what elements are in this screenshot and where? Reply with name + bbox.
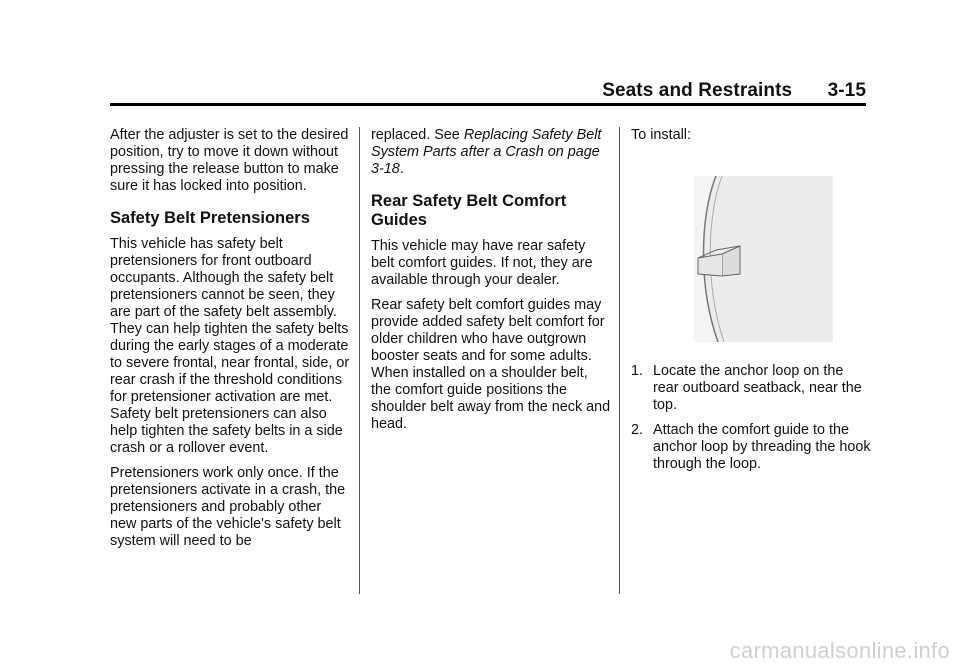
replaced-end: . <box>399 161 404 177</box>
cross-reference-link[interactable]: Replacing Safety Belt System Parts after a Crash on page 3-18 <box>371 127 602 177</box>
paragraph-comfort-benefits: Rear safety belt comfort guides may provide added safety belt comfort for older children who have outgrown booster seats and for some adults. When installed on a shoulder belt, the comfort guide positions the shoulder belt away from the neck and head. <box>371 297 611 432</box>
paragraph-replaced <box>371 127 611 178</box>
paragraph-adjuster: After the adjuster is set to the desired position, try to move it down without pressing the release button to make sure it has locked into position. <box>110 127 349 194</box>
paragraph-comfort-availability: This vehicle may have rear safety belt comfort guides. If not, they are available through your dealer. <box>371 238 593 288</box>
step-text: Attach the comfort guide to the anchor loop by threading the hook through the loop. <box>653 422 871 472</box>
replaced-lead: replaced. See <box>371 127 464 143</box>
page-number: 3-15 <box>827 80 866 101</box>
step-number: 1. <box>631 363 644 379</box>
column-divider-2 <box>619 127 620 594</box>
page-header <box>602 80 866 102</box>
step-text: Locate the anchor loop on the rear outboard seatback, near the top. <box>653 363 862 413</box>
column-1 <box>110 127 350 558</box>
seatback-anchor-loop-illustration <box>694 176 833 342</box>
column-divider-1 <box>359 127 360 594</box>
column-2 <box>371 127 611 441</box>
install-steps <box>631 363 871 481</box>
heading-comfort-guides: Rear Safety Belt Comfort Guides <box>371 192 567 229</box>
heading-pretensioners: Safety Belt Pretensioners <box>110 209 310 227</box>
list-item <box>631 422 871 473</box>
steps-list <box>631 363 871 473</box>
step-number: 2. <box>631 422 644 438</box>
install-intro: To install: <box>631 127 691 143</box>
watermark: carmanualsonline.info <box>729 638 950 663</box>
paragraph-pretensioners: This vehicle has safety belt pretensioners for front outboard occupants. Although the safety belt pretensioners cannot be seen, they are part of the safety belt assembly. They can help tighten the safety belts during the early stages of a moderate to severe frontal, near frontal, side, or rear crash if the threshold conditions for pretensioner activation are met. Safety belt pretensioners can also help tighten the safety belts in a side crash or a rollover event. <box>110 236 350 456</box>
column-3 <box>631 127 871 152</box>
paragraph-pretensioners-once: Pretensioners work only once. If the pretensioners activate in a crash, the pretensioners and probably other new parts of the vehicle's safety belt system will need to be <box>110 465 346 549</box>
header-rule <box>110 103 866 106</box>
section-title: Seats and Restraints <box>602 80 793 101</box>
list-item <box>631 363 871 414</box>
